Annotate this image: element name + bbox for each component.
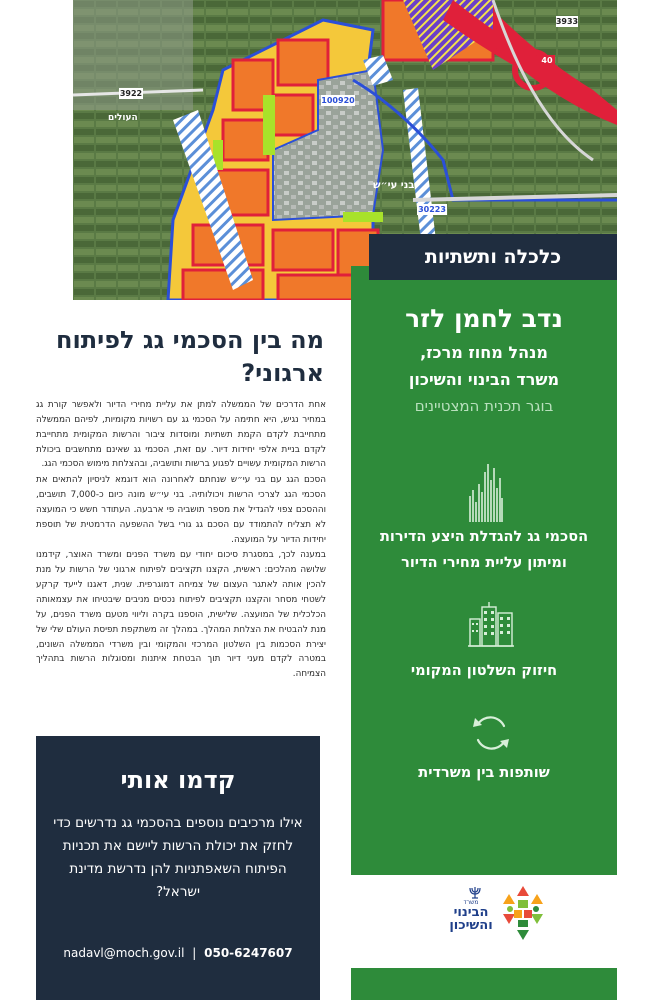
- road-label: 3922: [119, 89, 143, 98]
- profile-role-line1: מנהל מחוז מרכז,: [420, 343, 548, 362]
- place-label: העולים: [108, 113, 138, 123]
- article-heading-line2: ארגוני?: [241, 359, 324, 387]
- feature-housing-line1: הסכמי גג להגדלת היצע הדירות: [379, 529, 589, 545]
- refresh-cycle-icon: [470, 712, 512, 754]
- road-label: 30223: [418, 205, 446, 214]
- profile-role-line2: משרד הבינוי והשיכון: [408, 370, 560, 389]
- article-heading-line1: מה בין הסכמי גג לפיתוח: [56, 326, 324, 354]
- article-body: [36, 398, 326, 683]
- category-label: כלכלה ותשתיות: [369, 234, 617, 280]
- profile-name: נדב לחמן לזר: [405, 304, 563, 333]
- road-label: 100920: [321, 96, 355, 105]
- article-paragraph: אחת הדרכים של הממשלה למתן את עליית מחירי הדיור ולאפשר קורת גג במחיר נגיש, היא חתימה על הסכמי גג עם רשויות מקומיות, לפיהם הממשלה מתחייבת לקדם הקמת תשתיות ומוסדות ציבור והרשות המקומית מתחייבת לקדם בניית אלפי יחידות דיור. עם זאת, הסכמי גג שאינם מתחשבים ביכולת הרשות המקומית עשויים לפגוע ברשות ותושביה, ובהצלחת מימוש הסכמי הגג.: [36, 400, 326, 470]
- cta-title: קדמו אותי: [120, 766, 236, 794]
- article-heading: [30, 324, 324, 390]
- cta-text: אילו מרכיבים נוספים בהסכמי גג נדרשים כדי לחזק את יכולת הרשות ליישם את תכניות הפיתוח השאפתניות להן נדרשת מדינת ישראל?: [53, 815, 303, 900]
- contact-line: [36, 946, 320, 960]
- bar-chart-icon: [469, 462, 503, 522]
- menorah-emblem-icon: [468, 885, 482, 899]
- contact-email[interactable]: nadavl@moch.gov.il: [63, 946, 185, 960]
- logo-text-small: משרד: [463, 899, 479, 906]
- bottom-strip: [351, 968, 617, 1000]
- article-paragraph: הסכם הגג עם בני עי״ש שנחתם לאחרונה הוא דוגמא לניסיון להתאים את הסכמי הגג לצרכי הרשות ויכולותיה. בני עי״ש מונה כיום כ-7,000 תושבים, וההסכם צפוי להגדיל את מספר תושביה פי ארבעה. העתודר חשש כי המועצה לא תצליח להתמודד עם הסכם גג גורי בשל ההשפעה הדרמטית של תוספת יחידות הדיור על המועצה.: [36, 475, 326, 545]
- road-label: 3933: [555, 17, 579, 26]
- feature-housing-line2: ומיתון עליית מחירי הדיור: [401, 555, 567, 571]
- road-label: 40: [541, 56, 553, 65]
- logo-text-line2: והשיכון: [449, 918, 493, 933]
- contact-separator: |: [192, 946, 197, 960]
- buildings-icon: [467, 601, 515, 647]
- feature-local-government: חיזוק השלטון המקומי: [410, 663, 558, 679]
- feature-inter-ministry: שותפות בין משרדית: [418, 765, 550, 781]
- article-paragraph: במענה לכך, במסגרת סיכום יחודי עם משרד הפנים ומשרד האוצר, קידמנו שלושה מהלכים: ראשית, הקצנו תקציבים לפיתוח ארגוני של הרשות על מנת להכין אותה לאתגר העצום של צמיחה דמוגרפית. שנית, דאגנו לייעד קרקע לשטחי מסחר והקצנו תקציבים לפיתוח נכסים מניבים שיבטיחו את עצמאותה הכלכלית של המועצה. שלישית, הוספנו בקרה וליווי מטעם משרד הפנים, על מנת להבטיח את הצלחת המהלך. במהלך זה משתקפת תפיסת העולם שלי של יצירת הסכמות בין השלטון המרכזי והמקומי ובין משרדי הממשלה השונים, במטרה לקדם מעני דיור תוך הבטחת איתנות ומסוגלות הרשות בתהליך הצמיחה.: [36, 550, 326, 680]
- place-label: בני עי״ש: [373, 180, 415, 191]
- contact-phone[interactable]: 050-6247607: [204, 946, 293, 960]
- logo-text-line1: הבינוי: [453, 905, 489, 920]
- ministry-emblem-logo: [496, 884, 550, 942]
- profile-alumni: בוגר תכנית המצטיינים: [414, 397, 554, 415]
